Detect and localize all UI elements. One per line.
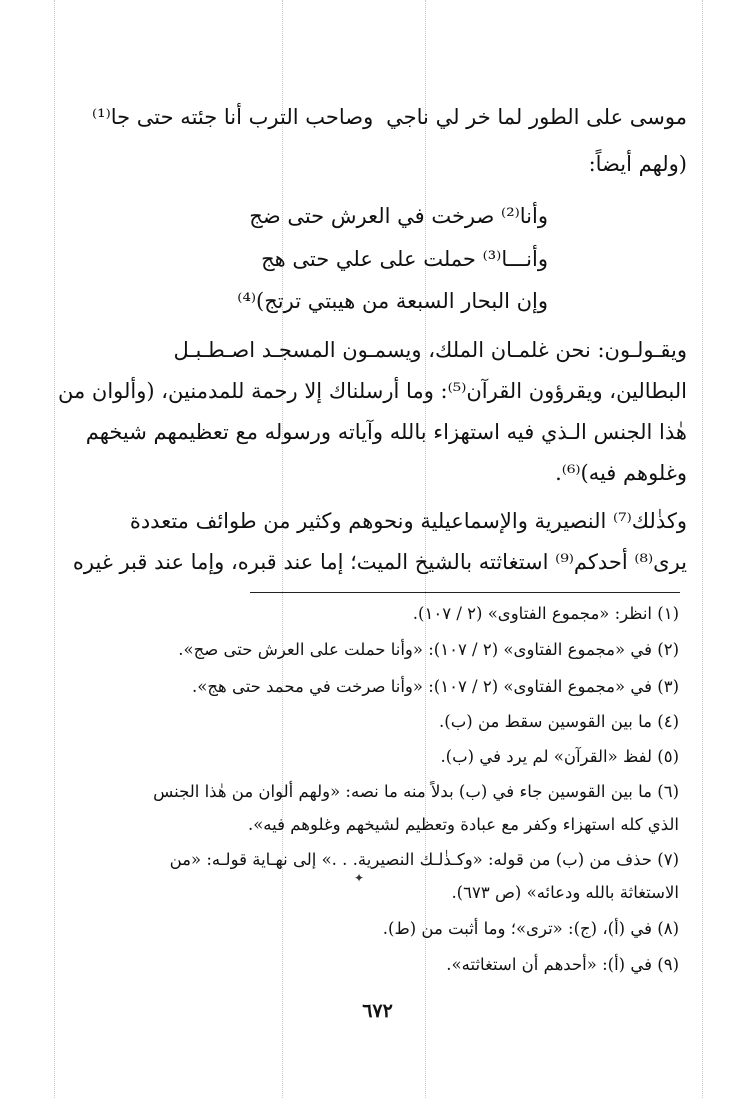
paragraph-2-line-1: وكذٰلك⁽⁷⁾ النصيرية والإسماعيلية ونحوهم وكثير من طوائف متعددة: [129, 509, 687, 533]
footnote-8: (٨) في (أ)، (ج): «ترى»؛ وما أثبت من (ط).: [382, 919, 679, 938]
paragraph-2-line-2: يرى⁽⁸⁾ أحدكم⁽⁹⁾ استغاثته بالشيخ الميت؛ إما عند قبره، وإما عند قبر غيره: [72, 550, 687, 574]
scan-fold-line: [54, 0, 55, 1098]
poem-line-1-right-hemistich: موسى على الطور لما خر لي ناجي: [386, 105, 687, 129]
paragraph-1-line-3: هٰذا الجنس الـذي فيه استهزاء بالله وآياته ورسوله مع تعظيمهم شيخهم: [85, 420, 687, 444]
paragraph-1-line-1: ويقـولـون: نحن غلمـان الملك، ويسمـون المسجـد اصـطـبـل: [173, 338, 687, 362]
footnote-separator: [250, 592, 680, 593]
verse-3: وإن البحار السبعة من هيبتي ترتج)⁽⁴⁾: [237, 289, 548, 313]
paragraph-1-line-2: البطالين، ويقرؤون القرآن⁽⁵⁾: وما أرسلناك إلا رحمة للمدمنين، (وألوان من: [58, 379, 687, 403]
footnote-9: (٩) في (أ): «أحدهم أن استغاثته».: [446, 955, 679, 974]
paragraph-1-line-4: وغلوهم فيه)⁽⁶⁾.: [555, 461, 687, 485]
intro-line: (ولهم أيضاً:: [588, 152, 687, 176]
footnote-1: (١) انظر: «مجموع الفتاوى» (٢ / ١٠٧).: [412, 604, 679, 623]
page-number: ٦٧٢: [362, 1000, 393, 1022]
poem-line-1: [92, 104, 687, 130]
verse-2: وأنـــا⁽³⁾ حملت على علي حتى هج: [261, 247, 548, 271]
footnote-7-line-2: الاستغاثة بالله ودعائه» (ص ٦٧٣).: [451, 883, 679, 902]
footnote-4: (٤) ما بين القوسين سقط من (ب).: [439, 712, 679, 731]
scan-fold-line: [702, 0, 703, 1098]
poem-line-1-left-hemistich: وصاحب الترب أنا جئته حتى جا⁽¹⁾: [92, 105, 374, 129]
footnote-5: (٥) لفظ «القرآن» لم يرد في (ب).: [440, 747, 679, 766]
verse-1: وأنا⁽²⁾ صرخت في العرش حتى ضج: [249, 204, 548, 228]
scan-speck-mark: ✦: [354, 871, 365, 885]
footnote-3: (٣) في «مجموع الفتاوى» (٢ / ١٠٧): «وأنا صرخت في محمد حتى هج».: [192, 677, 679, 696]
footnote-6-line-2: الذي كله استهزاء وكفر مع عبادة وتعظيم لشيخهم وغلوهم فيه».: [247, 815, 679, 834]
footnote-7-line-1: (٧) حذف من (ب) من قوله: «وكـذٰلـك النصيرية. . .» إلى نهـاية قولـه: «من: [169, 850, 679, 869]
footnote-6-line-1: (٦) ما بين القوسين جاء في (ب) بدلاً منه ما نصه: «ولهم ألوان من هٰذا الجنس: [153, 782, 679, 801]
footnote-2: (٢) في «مجموع الفتاوى» (٢ / ١٠٧): «وأنا حملت على العرش حتى صج».: [178, 640, 679, 659]
